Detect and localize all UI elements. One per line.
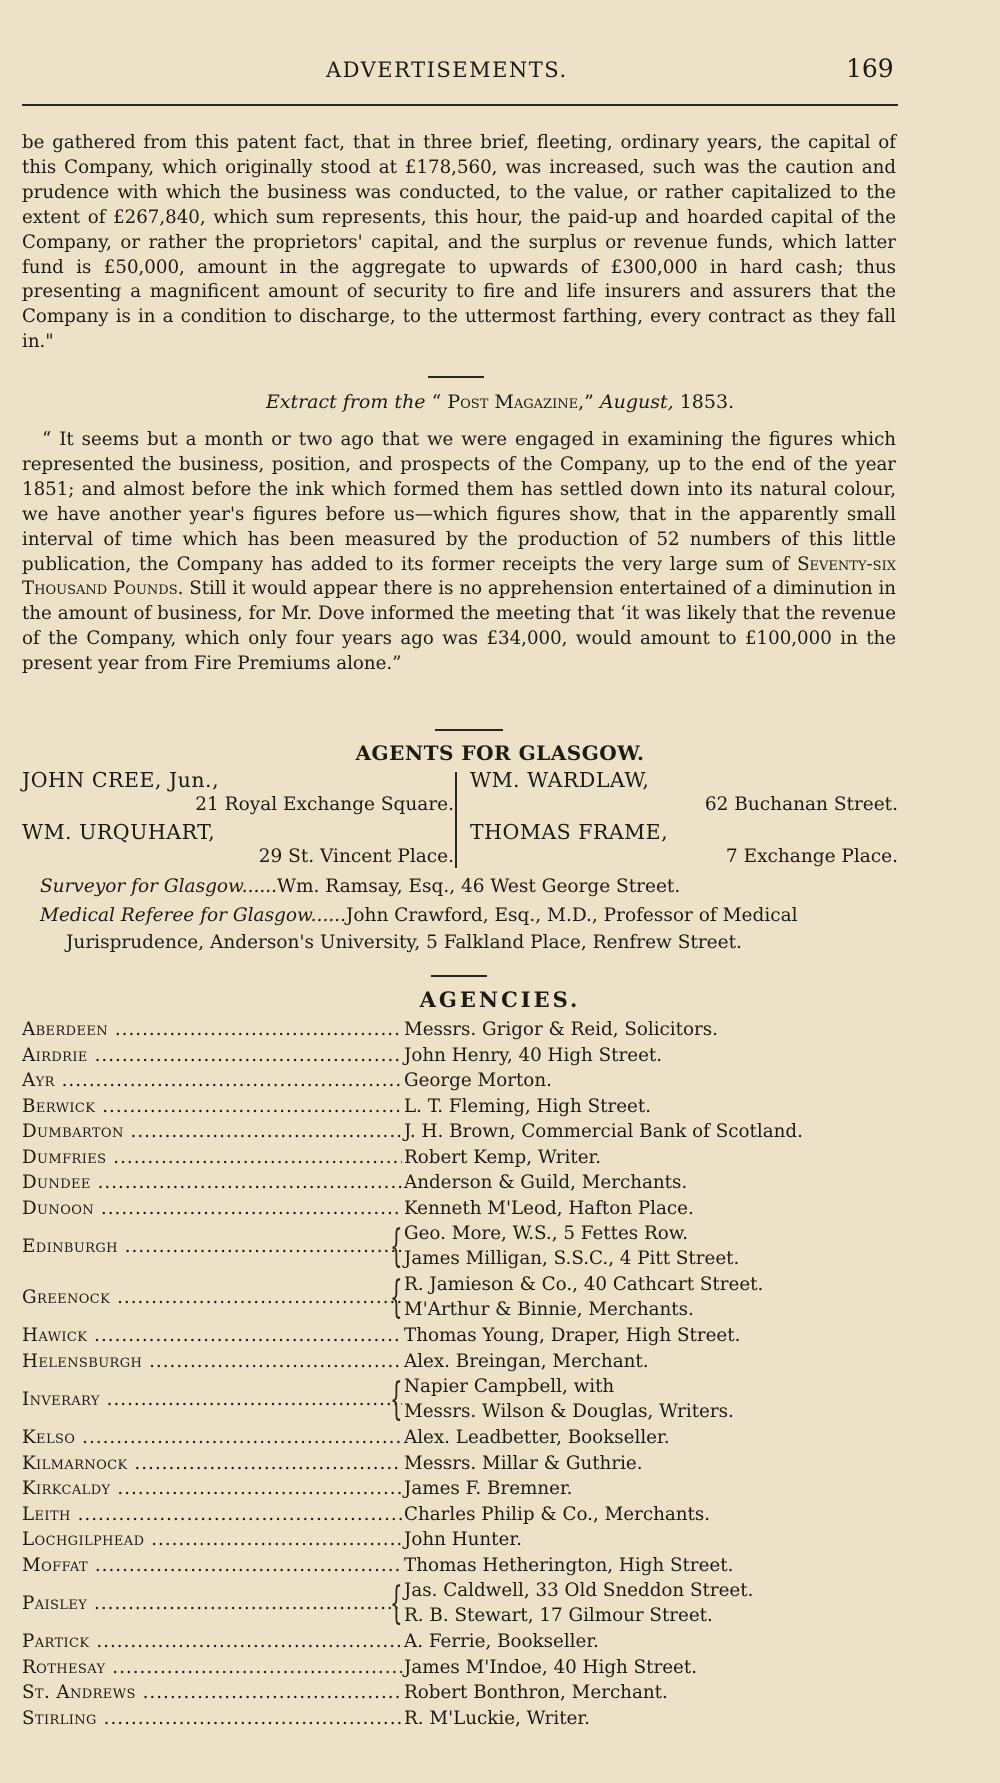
agency-row <box>22 1478 902 1504</box>
agent-entry <box>470 820 898 872</box>
agency-place: Kelso ..... <box>22 1427 402 1453</box>
agency-row <box>22 1172 902 1198</box>
agency-agent: James M'Indoe, 40 High Street. <box>404 1656 698 1678</box>
agency-place: Edinburgh ..... <box>22 1236 402 1262</box>
agencies-list <box>22 1019 902 1733</box>
agency-row <box>22 1019 902 1045</box>
agency-agent: Thomas Young, Draper, High Street. <box>404 1325 741 1346</box>
agency-place: Dumfries ..... <box>22 1147 402 1173</box>
agency-agent: L. T. Fleming, High Street. <box>404 1095 652 1117</box>
brace-mark: { <box>390 1221 403 1272</box>
agent-address: 7 Exchange Place. <box>725 846 898 867</box>
agency-place: Ayr ..... <box>22 1070 402 1096</box>
section-divider <box>428 376 484 378</box>
agency-place: Aberdeen ..... <box>22 1019 402 1045</box>
agency-place: Kilmarnock ..... <box>22 1453 402 1479</box>
agency-agent: Robert Kemp, Writer. <box>404 1146 602 1168</box>
agency-place: Berwick ..... <box>22 1096 402 1122</box>
agency-row <box>22 1376 902 1427</box>
agency-agent: Messrs. Grigor & Reid, Solicitors. <box>404 1019 718 1040</box>
agents-left-column <box>22 768 454 872</box>
agent-entry <box>22 768 454 820</box>
agent-entry <box>22 820 454 872</box>
brace-mark: { <box>390 1578 403 1629</box>
extract-heading <box>0 391 1000 413</box>
agency-row <box>22 1045 902 1071</box>
agency-place: St. Andrews ..... <box>22 1682 402 1708</box>
brace-mark: { <box>390 1374 403 1425</box>
agency-place: Kirkcaldy ..... <box>22 1478 402 1504</box>
agency-row <box>22 1504 902 1530</box>
agency-place: Dundee ..... <box>22 1172 402 1198</box>
quote-smallcaps: Seventy-six Thousand Pounds. <box>22 553 896 600</box>
agency-place: Rothesay ..... <box>22 1657 402 1683</box>
agency-agent: Messrs. Millar & Guthrie. <box>404 1452 643 1474</box>
surveyor-line <box>40 876 680 897</box>
agency-agent: A. Ferrie, Bookseller. <box>404 1631 599 1652</box>
extract-prefix: Extract from the <box>265 391 426 413</box>
agency-place: Dumbarton ..... <box>22 1121 402 1147</box>
brace-mark: { <box>390 1272 403 1323</box>
agency-row <box>22 1198 902 1224</box>
agency-place: Hawick ..... <box>22 1325 402 1351</box>
agency-agent: Geo. More, W.S., 5 Fettes Row. <box>404 1223 689 1244</box>
extract-month: August, <box>599 391 674 413</box>
agency-agent: Charles Philip & Co., Merchants. <box>404 1503 711 1525</box>
agent-name: WM. WARDLAW, <box>470 768 650 792</box>
agency-agent-second: James Milligan, S.S.C., 4 Pitt Street. <box>404 1248 740 1269</box>
agent-name: WM. URQUHART, <box>22 820 216 844</box>
referee-line-continued: Jurisprudence, Anderson's University, 5 Falkland Place, Renfrew Street. <box>66 932 742 953</box>
agency-agent: R. Jamieson & Co., 40 Cathcart Street. <box>404 1274 764 1295</box>
section-divider <box>435 729 503 731</box>
agents-right-column <box>470 768 898 872</box>
agency-agent-second: Messrs. Wilson & Douglas, Writers. <box>404 1401 734 1422</box>
agent-name: JOHN CREE, Jun., <box>22 768 220 792</box>
referee-value: John Crawford, Esq., M.D., Professor of Medical <box>345 905 798 926</box>
agency-agent: J. H. Brown, Commercial Bank of Scotland. <box>404 1121 803 1142</box>
agency-agent: James F. Bremner. <box>404 1478 573 1499</box>
surveyor-value: Wm. Ramsay, Esq., 46 West George Street. <box>276 876 681 897</box>
agency-row <box>22 1657 902 1683</box>
running-title: ADVERTISEMENTS. <box>326 58 568 82</box>
agent-entry <box>470 768 898 820</box>
agency-place: Paisley ..... <box>22 1593 402 1619</box>
agency-row <box>22 1555 902 1581</box>
agency-agent: Anderson & Guild, Merchants. <box>404 1172 688 1193</box>
agency-agent: George Morton. <box>404 1070 552 1091</box>
quote-part-1: “ It seems but a month or two ago that we were engaged in examining the figures which represented the business, position, and prospects of the Company, up to the end of the year 1851; and almost before the ink which formed them has settled down into its natural colour, we have another year's figures before us—which figures show, that in the apparently small interval of time which has been measured by the production of 52 numbers of this little publication, the Company has added to its former receipts the very large sum of <box>22 429 896 575</box>
agency-row <box>22 1580 902 1631</box>
agency-place: Lochgilphead ..... <box>22 1529 402 1555</box>
agency-agent: R. M'Luckie, Writer. <box>404 1707 590 1729</box>
agency-agent: Alex. Breingan, Merchant. <box>404 1350 649 1372</box>
agency-agent-second: M'Arthur & Binnie, Merchants. <box>404 1299 694 1320</box>
agency-row <box>22 1427 902 1453</box>
agency-row <box>22 1631 902 1657</box>
referee-label: Medical Referee for Glasgow...... <box>40 905 346 926</box>
header-rule <box>22 104 898 106</box>
agency-place: Leith ..... <box>22 1504 402 1530</box>
page-number: 169 <box>846 54 894 83</box>
agency-agent: John Henry, 40 High Street. <box>404 1044 663 1066</box>
agency-row <box>22 1325 902 1351</box>
quote-part-2: Still it would appear there is no apprehension entertained of a diminution in the amount of business, for Mr. Dove informed the meeting that ‘it was likely that the revenue of the Company, which only four years ago was £34,000, would amount to £100,000 in the present year from Fire Premiums alone.” <box>22 578 896 675</box>
agency-agent: Robert Bonthron, Merchant. <box>404 1682 668 1703</box>
agency-place: Partick ..... <box>22 1631 402 1657</box>
agency-agent: John Hunter. <box>404 1529 522 1550</box>
agency-row <box>22 1682 902 1708</box>
continued-paragraph: be gathered from this patent fact, that in three brief, fleeting, ordinary years, the capital of this Company, which originally stood at £178,560, was increased, such was the caution and prudence with which the business was conducted, to the value, or rather capitalized to the extent of £267,840, which sum represents, this hour, the paid-up and hoarded capital of the Company, or rather the proprietors' capital, and the surplus or revenue funds, which latter fund is £50,000, amount in the aggregate to upwards of £300,000 in hard cash; thus presenting a magnificent amount of security to fire and life insurers and assurers that the Company is in a condition to discharge, to the uttermost farthing, every contract as they fall in." <box>22 132 896 353</box>
agency-row <box>22 1223 902 1274</box>
agency-row <box>22 1453 902 1479</box>
agent-name: THOMAS FRAME, <box>470 820 669 844</box>
agency-agent: Napier Campbell, with <box>404 1376 615 1397</box>
agency-agent-second: R. B. Stewart, 17 Gilmour Street. <box>404 1605 713 1626</box>
agent-address: 21 Royal Exchange Square. <box>195 794 454 815</box>
referee-line <box>40 905 798 926</box>
agency-agent: Thomas Hetherington, High Street. <box>404 1554 734 1576</box>
agencies-heading: AGENCIES. <box>419 987 581 1012</box>
agent-address: 62 Buchanan Street. <box>704 794 898 815</box>
agency-row <box>22 1529 902 1555</box>
agency-row <box>22 1147 902 1173</box>
agency-row <box>22 1274 902 1325</box>
extract-year: 1853. <box>679 391 735 413</box>
column-divider <box>455 772 457 868</box>
agents-heading: AGENTS FOR GLASGOW. <box>355 741 645 765</box>
agency-place: Greenock ..... <box>22 1287 402 1313</box>
section-divider <box>431 975 487 977</box>
agency-row <box>22 1708 902 1734</box>
agency-row <box>22 1121 902 1147</box>
agency-place: Stirling ..... <box>22 1708 402 1734</box>
page-header <box>0 54 1000 90</box>
agency-row <box>22 1351 902 1377</box>
extract-source: “ Post Magazine,” <box>431 391 594 413</box>
agency-row <box>22 1096 902 1122</box>
quoted-paragraph <box>22 428 896 677</box>
agency-place: Moffat ..... <box>22 1555 402 1581</box>
agency-agent: Kenneth M'Leod, Hafton Place. <box>404 1197 694 1219</box>
agency-place: Airdrie ..... <box>22 1045 402 1071</box>
agency-row <box>22 1070 902 1096</box>
agent-address: 29 St. Vincent Place. <box>258 846 454 867</box>
surveyor-label: Surveyor for Glasgow...... <box>40 876 277 897</box>
agency-place: Inverary ..... <box>22 1389 402 1415</box>
agency-place: Dunoon ..... <box>22 1198 402 1224</box>
agency-place: Helensburgh ..... <box>22 1351 402 1377</box>
agency-agent: Jas. Caldwell, 33 Old Sneddon Street. <box>404 1580 754 1601</box>
agency-agent: Alex. Leadbetter, Bookseller. <box>404 1427 670 1448</box>
